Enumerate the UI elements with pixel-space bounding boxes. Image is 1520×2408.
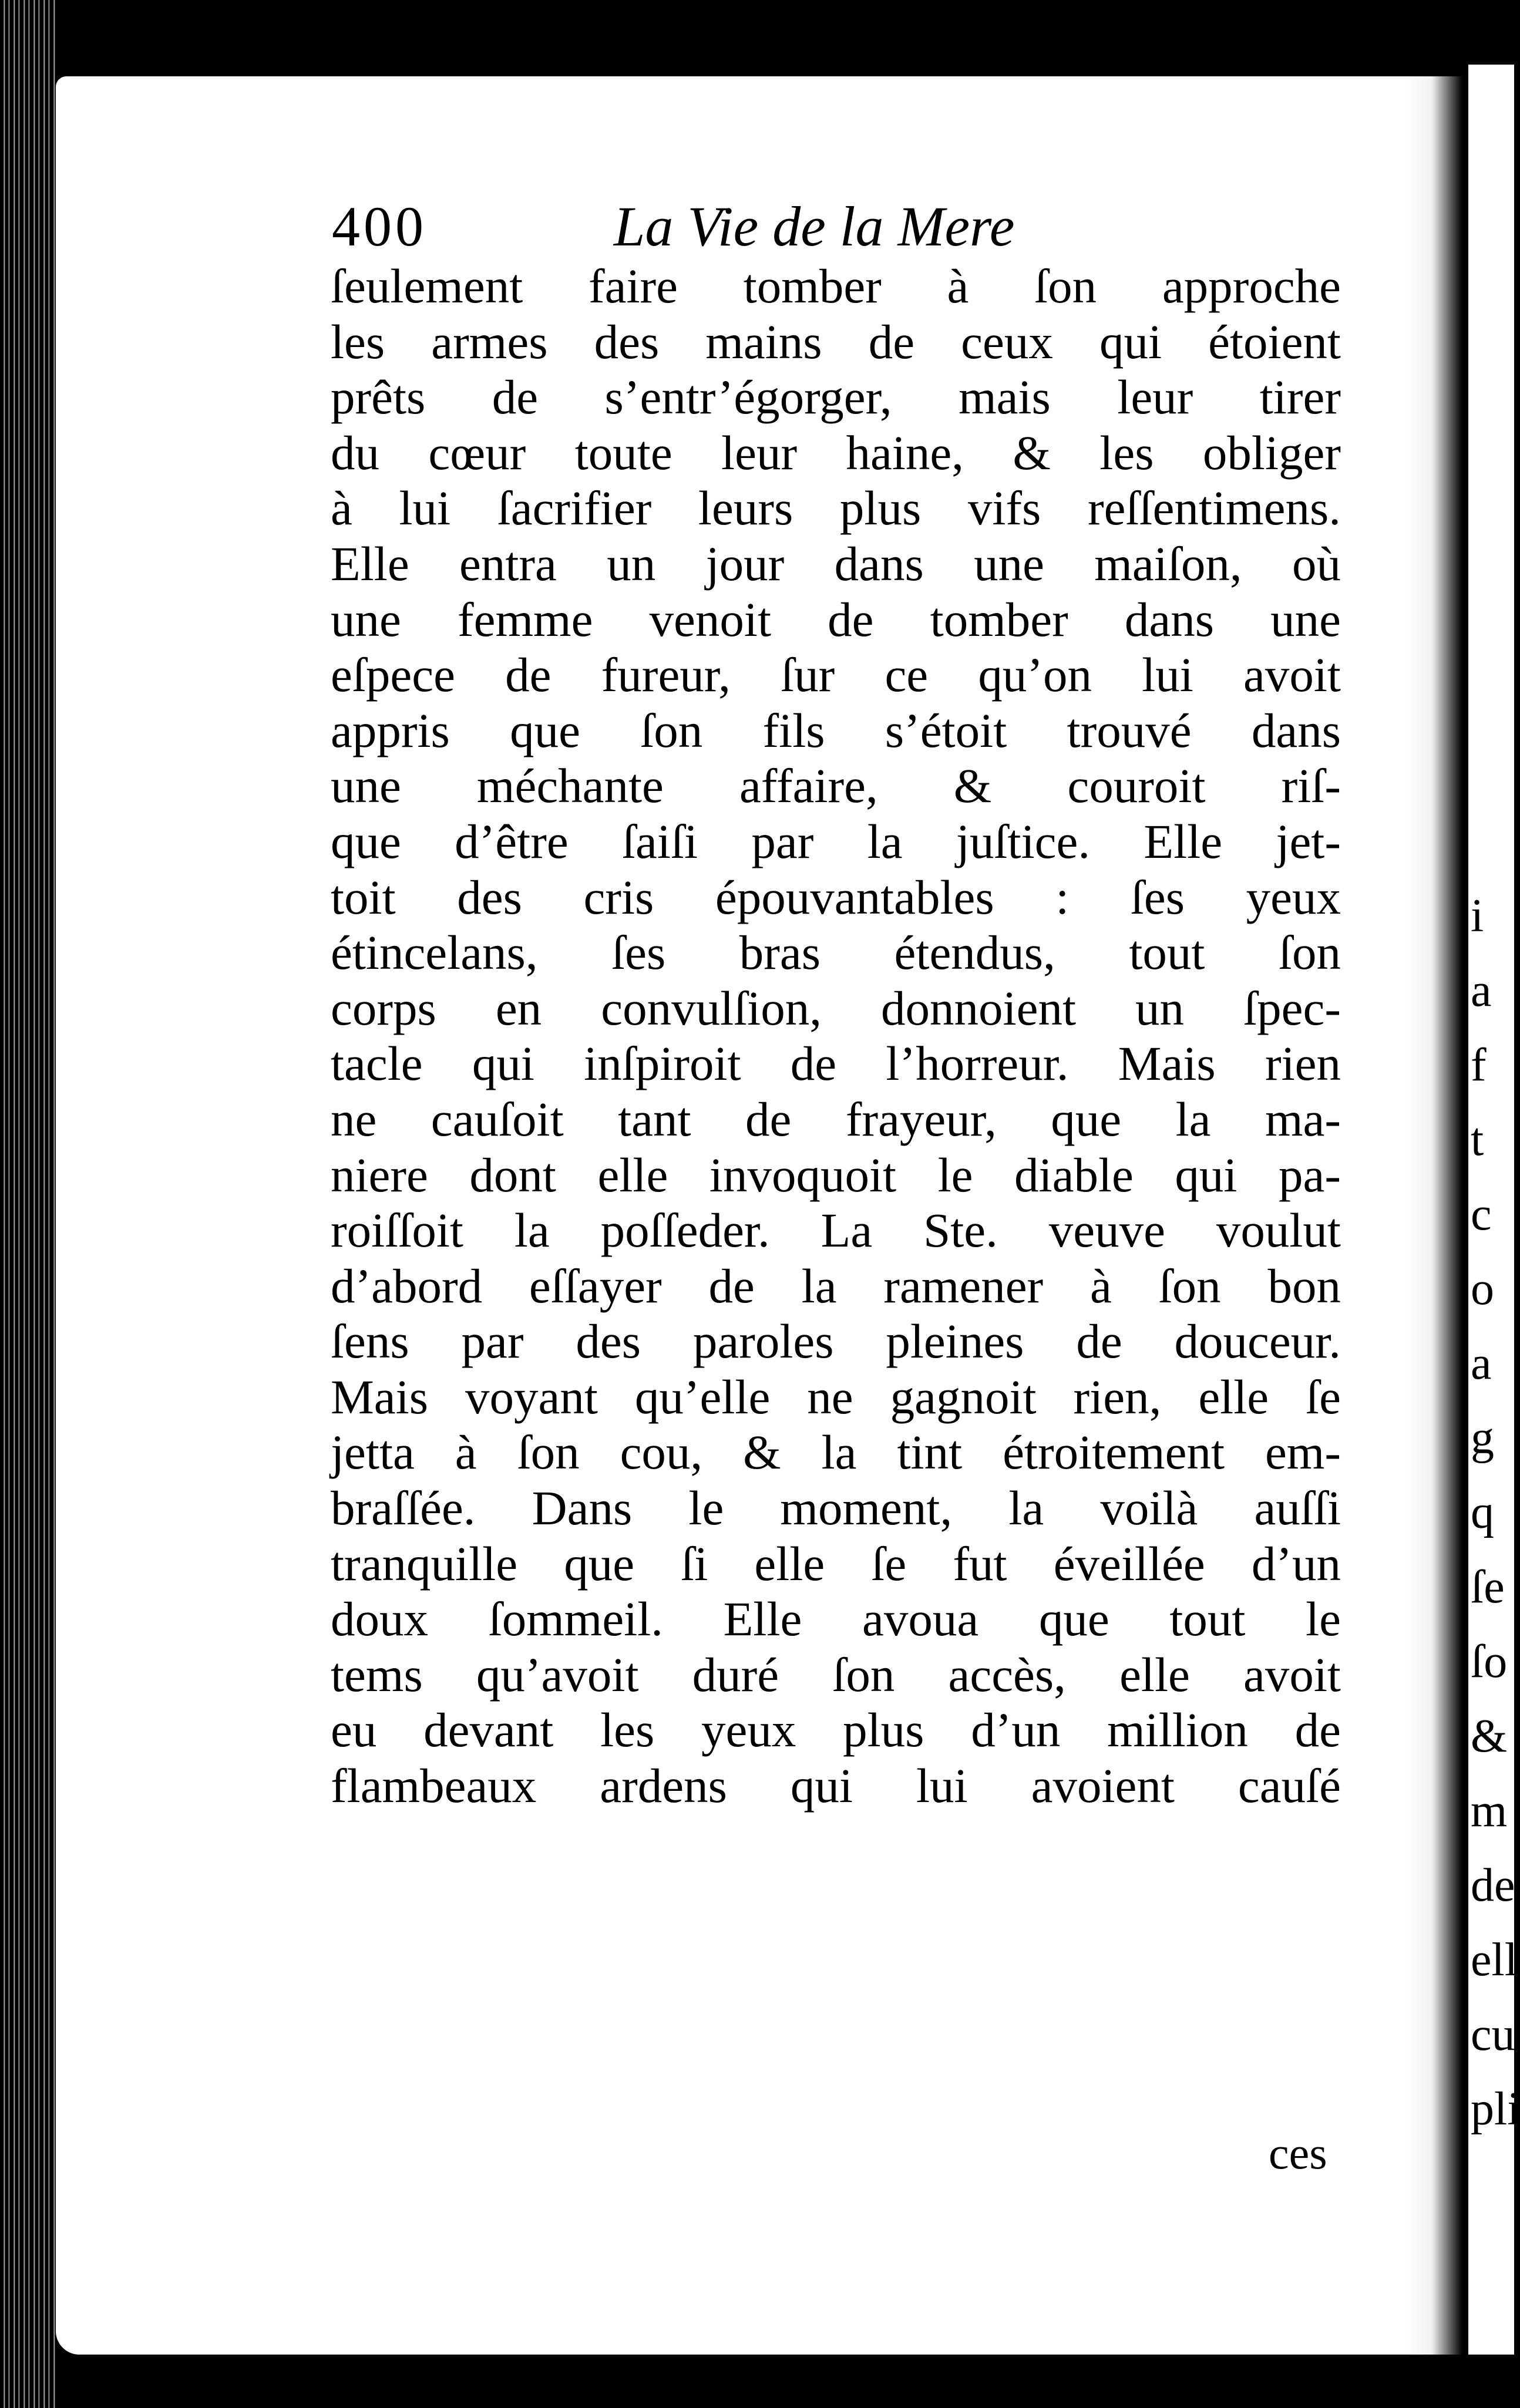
adjacent-page-fragment: m [1471, 1785, 1508, 1837]
text-line: ſens par des paroles pleines de douceur. [331, 1314, 1341, 1369]
text-line: appris que ſon fils s’étoit trouvé dans [331, 703, 1341, 757]
running-title: La Vie de la Mere [614, 195, 1015, 258]
adjacent-page-fragment: o [1471, 1263, 1494, 1315]
adjacent-page-fragment: a [1471, 1338, 1492, 1389]
adjacent-page-fragment: ſe [1471, 1561, 1505, 1613]
adjacent-page-fragment: ell [1471, 1934, 1518, 1986]
text-line: braſſée. Dans le moment, la voilà auſſi [331, 1481, 1341, 1535]
page-number: 400 [332, 195, 427, 258]
adjacent-page-fragment: & [1471, 1710, 1508, 1762]
text-line: étincelans, ſes bras étendus, tout ſon [331, 925, 1341, 980]
adjacent-page-fragment: de [1471, 1860, 1515, 1911]
text-line: tranquille que ſi elle ſe fut éveillée d’un [331, 1536, 1341, 1591]
text-line: d’abord eſſayer de la ramener à ſon bon [331, 1258, 1341, 1313]
text-line: les armes des mains de ceux qui étoient [331, 314, 1341, 369]
adjacent-page-fragment: ſo [1471, 1636, 1508, 1688]
adjacent-page-fragment: f [1471, 1039, 1487, 1091]
adjacent-page-fragment: g [1471, 1412, 1494, 1464]
text-line: du cœur toute leur haine, & les obliger [331, 425, 1341, 480]
text-line: Mais voyant qu’elle ne gagnoit rien, elle ſe [331, 1369, 1341, 1424]
text-line: tems qu’avoit duré ſon accès, elle avoit [331, 1647, 1341, 1702]
binding-edge [0, 0, 56, 2408]
text-line: roiſſoit la poſſeder. La Ste. veuve voulut [331, 1203, 1341, 1258]
text-line: doux ſommeil. Elle avoua que tout le [331, 1592, 1341, 1646]
text-line: ſeulement faire tomber à ſon approche [331, 259, 1341, 313]
text-line: prêts de s’entr’égorger, mais leur tirer [331, 370, 1341, 425]
adjacent-page-fragment: q [1471, 1487, 1494, 1538]
adjacent-page-fragment: pli [1471, 2083, 1520, 2135]
page-header [332, 194, 1348, 264]
adjacent-page-fragment: c [1471, 1188, 1492, 1240]
catchword: ces [1269, 2127, 1327, 2178]
page-gutter [1407, 76, 1462, 2355]
text-line: eu devant les yeux plus d’un million de [331, 1703, 1341, 1757]
text-line: toit des cris épouvantables : ſes yeux [331, 870, 1341, 924]
text-line: une méchante affaire, & couroit riſ- [331, 759, 1341, 813]
adjacent-page-fragment: cu [1471, 2009, 1515, 2060]
text-line: flambeaux ardens qui lui avoient cauſé [331, 1759, 1341, 1813]
adjacent-page-fragment: t [1471, 1114, 1484, 1166]
adjacent-page-fragment: a [1471, 965, 1492, 1016]
text-line: Elle entra un jour dans une maiſon, où [331, 536, 1341, 591]
text-line: corps en convulſion, donnoient un ſpec- [331, 981, 1341, 1035]
text-line: ne cauſoit tant de frayeur, que la ma- [331, 1092, 1341, 1146]
text-line: jetta à ſon cou, & la tint étroitement em- [331, 1425, 1341, 1480]
body-text [331, 258, 1341, 1814]
adjacent-page-fragment: i [1471, 890, 1484, 942]
text-line: tacle qui inſpiroit de l’horreur. Mais rien [331, 1036, 1341, 1091]
text-line: niere dont elle invoquoit le diable qui pa- [331, 1147, 1341, 1202]
text-line: eſpece de fureur, ſur ce qu’on lui avoit [331, 648, 1341, 702]
text-line: une femme venoit de tomber dans une [331, 592, 1341, 646]
text-line: que d’être ſaiſi par la juſtice. Elle jet- [331, 814, 1341, 868]
adjacent-page-edge [1462, 65, 1520, 2355]
text-line: à lui ſacrifier leurs plus vifs reſſentimens. [331, 481, 1341, 536]
